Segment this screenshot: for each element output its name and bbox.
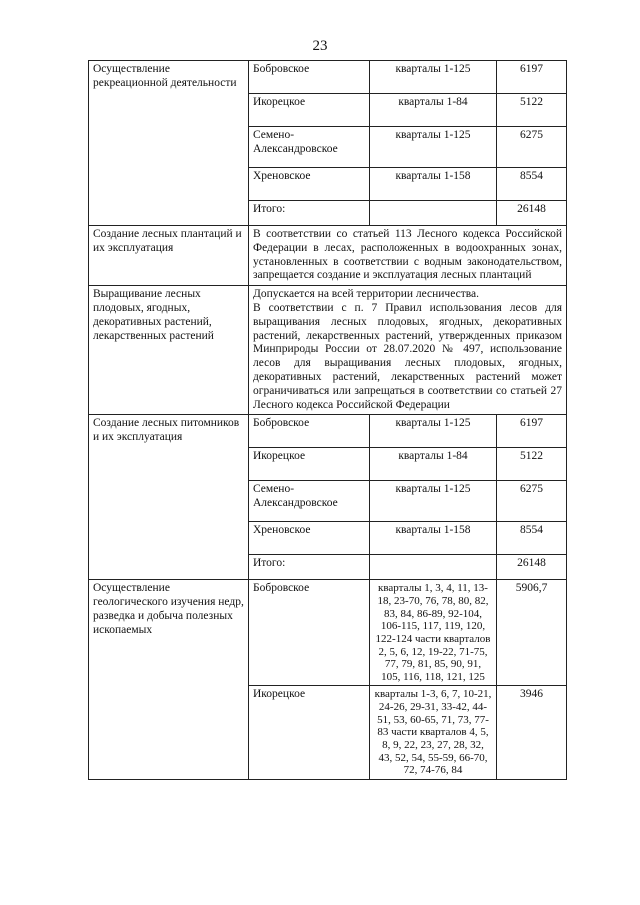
quarters-cell: кварталы 1-158	[370, 168, 497, 201]
total-label: Итого:	[249, 201, 370, 226]
quarters-cell: кварталы 1-3, 6, 7, 10-21, 24-26, 29-31, 33-42, 44-51, 53, 60-65, 71, 73, 77-83 части кварталов 4, 5, 8, 9, 22, 23, 27, 28, 32, 43, 52, 54, 55-59, 66-70, 72, 74-76, 84	[370, 686, 497, 779]
quarters-cell: кварталы 1-125	[370, 61, 497, 94]
area-cell: 8554	[497, 168, 567, 201]
activity-cell: Осуществление геологического изучения недр, разведка и добыча полезных ископаемых	[89, 580, 249, 780]
activity-cell: Создание лесных питомников и их эксплуатация	[89, 415, 249, 580]
area-cell: 6197	[497, 415, 567, 448]
activity-cell: Выращивание лесных плодовых, ягодных, декоративных растений, лекарственных растений	[89, 286, 249, 415]
quarters-cell: кварталы 1-125	[370, 127, 497, 168]
total-cell: 26148	[497, 201, 567, 226]
area-cell: 5122	[497, 94, 567, 127]
quarters-cell: кварталы 1-125	[370, 415, 497, 448]
land-use-table	[88, 60, 567, 780]
district-cell: Икорецкое	[249, 686, 370, 779]
district-cell: Икорецкое	[249, 94, 370, 127]
description-cell: В соответствии со статьей 113 Лесного кодекса Российской Федерации в лесах, расположенных в водоохранных зонах, установленных в соответствии с водным законодательством, запрещается создание и эксплуатация лесных плантаций	[249, 226, 567, 286]
area-cell: 3946	[497, 686, 567, 779]
area-cell: 6197	[497, 61, 567, 94]
empty-cell	[370, 555, 497, 580]
total-label: Итого:	[249, 555, 370, 580]
quarters-cell: кварталы 1-84	[370, 448, 497, 481]
table-row	[89, 286, 567, 415]
quarters-cell: кварталы 1-125	[370, 481, 497, 522]
activity-cell: Осуществление рекреационной деятельности	[89, 61, 249, 226]
quarters-cell: кварталы 1, 3, 4, 11, 13-18, 23-70, 76, 78, 80, 82, 83, 84, 86-89, 92-104, 106-115, 117, 119, 120, 122-124 части кварталов 2, 5, 6, 12, 19-22, 71-75, 77, 79, 81, 85, 90, 91, 105, 116, 118, 121, 125	[370, 580, 497, 686]
district-cell: Хреновское	[249, 168, 370, 201]
area-cell: 6275	[497, 481, 567, 522]
description-paragraph: В соответствии с п. 7 Правил использования лесов для выращивания лесных плодовых, ягодных, декоративных растений, лекарственных растений, утвержденных приказом Минприроды России от 28.07.2020 № 497, использование лесов для выращивания лесных плодовых, ягодных, декоративных растений, лекарственных растений может ограничиваться или запрещаться в соответствии со статьей 27 Лесного кодекса Российской Федерации	[253, 301, 562, 411]
district-cell: Хреновское	[249, 522, 370, 555]
description-cell	[249, 286, 567, 415]
table-row	[89, 415, 567, 448]
description-paragraph: Допускается на всей территории лесничества.	[253, 288, 479, 301]
area-cell: 5906,7	[497, 580, 567, 686]
district-cell: Бобровское	[249, 415, 370, 448]
table-row	[89, 226, 567, 286]
district-cell: Бобровское	[249, 61, 370, 94]
area-cell: 5122	[497, 448, 567, 481]
area-cell: 6275	[497, 127, 567, 168]
district-cell: Семено-Александровское	[249, 127, 370, 168]
district-cell: Икорецкое	[249, 448, 370, 481]
quarters-cell: кварталы 1-84	[370, 94, 497, 127]
quarters-cell: кварталы 1-158	[370, 522, 497, 555]
activity-cell: Создание лесных плантаций и их эксплуатация	[89, 226, 249, 286]
district-cell: Семено-Александровское	[249, 481, 370, 522]
total-cell: 26148	[497, 555, 567, 580]
table-row	[89, 580, 567, 686]
page-number: 23	[312, 38, 328, 54]
empty-cell	[370, 201, 497, 226]
area-cell: 8554	[497, 522, 567, 555]
district-cell: Бобровское	[249, 580, 370, 686]
table-row	[89, 61, 567, 94]
